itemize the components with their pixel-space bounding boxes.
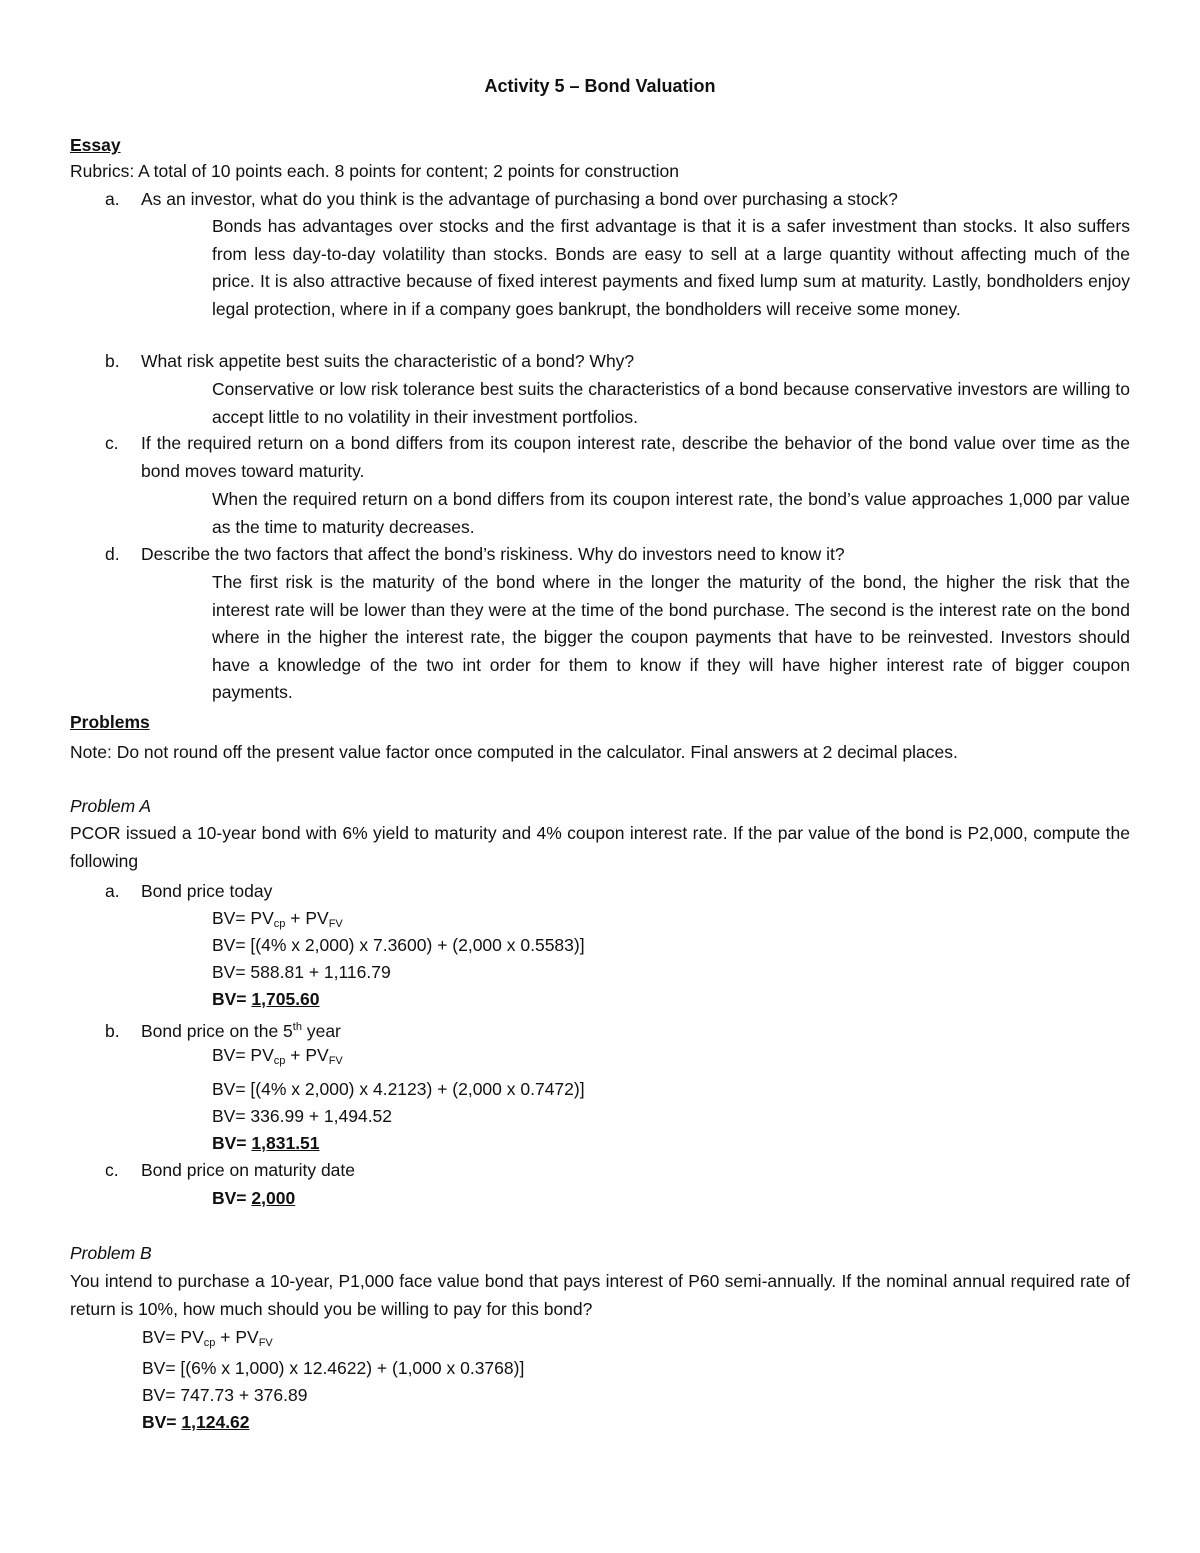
item-marker: a. — [105, 881, 120, 901]
answer-label: BV= — [212, 1133, 252, 1153]
answer-label: BV= — [142, 1412, 182, 1432]
document-title: Activity 5 – Bond Valuation — [484, 76, 716, 96]
essay-rubrics: Rubrics: A total of 10 points each. 8 points for content; 2 points for construction — [70, 161, 679, 181]
problem-a-part-a-answer — [212, 986, 320, 1014]
problem-a-part-b-line2: BV= [(4% x 2,000) x 4.2123) + (2,000 x 0.7472)] — [212, 1079, 585, 1099]
part-label: Bond price on maturity date — [141, 1160, 356, 1180]
formula-subscript: cp — [273, 918, 286, 930]
question-text: Describe the two factors that affect the bond’s riskiness. Why do investors need to know it? — [141, 544, 845, 564]
problem-a-part-b-label — [105, 1014, 341, 1046]
problem-b-formula — [142, 1324, 273, 1358]
part-label-superscript: th — [292, 1021, 302, 1033]
item-marker: b. — [105, 1021, 120, 1041]
problem-b-line2: BV= [(6% x 1,000) x 12.4622) + (1,000 x 0.3768)] — [142, 1358, 525, 1378]
problem-a-statement: PCOR issued a 10-year bond with 6% yield to maturity and 4% coupon interest rate. If the par value of the bond is P2,000, compute the following — [70, 823, 1130, 871]
problem-a-title: Problem A — [70, 796, 152, 816]
problem-a-part-c-label — [105, 1157, 355, 1185]
essay-item-c-marker-row — [105, 430, 141, 458]
problem-b-line3: BV= 747.73 + 376.89 — [142, 1385, 308, 1405]
problem-b-statement: You intend to purchase a 10-year, P1,000 face value bond that pays interest of P60 semi-annually. If the nominal annual required rate of return is 10%, how much should you be willing to pay for this bond? — [70, 1271, 1130, 1319]
problem-a-part-b-line3: BV= 336.99 + 1,494.52 — [212, 1106, 393, 1126]
part-label-tail: year — [301, 1021, 341, 1041]
formula-subscript: cp — [203, 1337, 216, 1349]
answer-label: BV= — [212, 1188, 252, 1208]
part-label: Bond price today — [141, 881, 273, 901]
essay-item-a-answer: Bonds has advantages over stocks and the first advantage is that it is a safer investment than stocks. It also suffers from less day-to-day volatility than stocks. Bonds are easy to sell at a large quantity without affecting much of the price. It is also attractive because of fixed interest payments and fixed lump sum at maturity. Lastly, bondholders enjoy legal protection, where in if a company goes bankrupt, the bondholders will receive some money. — [212, 216, 1130, 319]
essay-item-b-answer: Conservative or low risk tolerance best suits the characteristics of a bond because conservative investors are willing to accept little to no volatility in their investment portfolios. — [212, 379, 1130, 427]
formula-subscript: cp — [273, 1055, 286, 1067]
problem-b-title: Problem B — [70, 1243, 152, 1263]
part-label: Bond price on the 5 — [141, 1021, 293, 1041]
answer-label: BV= — [212, 989, 252, 1009]
problem-a-part-b-answer — [212, 1130, 320, 1158]
formula-text: BV= PV — [212, 908, 274, 928]
problem-a-part-a-line3: BV= 588.81 + 1,116.79 — [212, 962, 391, 982]
formula-text: + PV — [215, 1327, 259, 1347]
formula-text: BV= PV — [212, 1045, 274, 1065]
item-marker: d. — [105, 544, 120, 564]
answer-value: 1,124.62 — [181, 1412, 250, 1432]
problem-b-answer — [142, 1409, 250, 1437]
problem-a-part-a-line2: BV= [(4% x 2,000) x 7.3600) + (2,000 x 0.5583)] — [212, 935, 585, 955]
essay-item-c-question: If the required return on a bond differs from its coupon interest rate, describe the behavior of the bond value over time as the bond moves toward maturity. — [141, 433, 1130, 481]
item-marker: b. — [105, 351, 120, 371]
problems-note: Note: Do not round off the present value factor once computed in the calculator. Final answers at 2 decimal places. — [70, 742, 958, 762]
formula-subscript: FV — [328, 1055, 343, 1067]
problem-a-part-c-answer — [212, 1185, 295, 1213]
answer-value: 1,831.51 — [251, 1133, 320, 1153]
item-marker: a. — [105, 189, 120, 209]
formula-text: + PV — [285, 908, 329, 928]
essay-item-b-question — [105, 348, 634, 376]
essay-item-d-question — [105, 541, 845, 569]
answer-value: 2,000 — [251, 1188, 296, 1208]
formula-text: + PV — [285, 1045, 329, 1065]
item-marker: c. — [105, 433, 119, 453]
formula-text: BV= PV — [142, 1327, 204, 1347]
problems-heading: Problems — [70, 712, 150, 732]
problem-a-part-b-formula — [212, 1042, 343, 1076]
question-text: What risk appetite best suits the characteristic of a bond? Why? — [141, 351, 635, 371]
formula-subscript: FV — [258, 1337, 273, 1349]
formula-subscript: FV — [328, 918, 343, 930]
essay-item-a-question — [105, 186, 898, 214]
problem-a-part-a-label — [105, 878, 272, 906]
essay-item-d-answer: The first risk is the maturity of the bond where in the longer the maturity of the bond, the higher the risk that the interest rate will be lower than they were at the time of the bond purchase. The second is the interest rate on the bond where in the higher the interest rate, the bigger the coupon payments that have to be reinvested. Investors should have a knowledge of the two int order for them to know if they will have higher interest rate of bigger coupon payments. — [212, 572, 1130, 702]
question-text: As an investor, what do you think is the advantage of purchasing a bond over purchasing a stock? — [141, 189, 898, 209]
answer-value: 1,705.60 — [251, 989, 320, 1009]
essay-heading: Essay — [70, 135, 121, 155]
item-marker: c. — [105, 1160, 119, 1180]
essay-item-c-answer: When the required return on a bond differs from its coupon interest rate, the bond’s value approaches 1,000 par value as the time to maturity decreases. — [212, 489, 1130, 537]
